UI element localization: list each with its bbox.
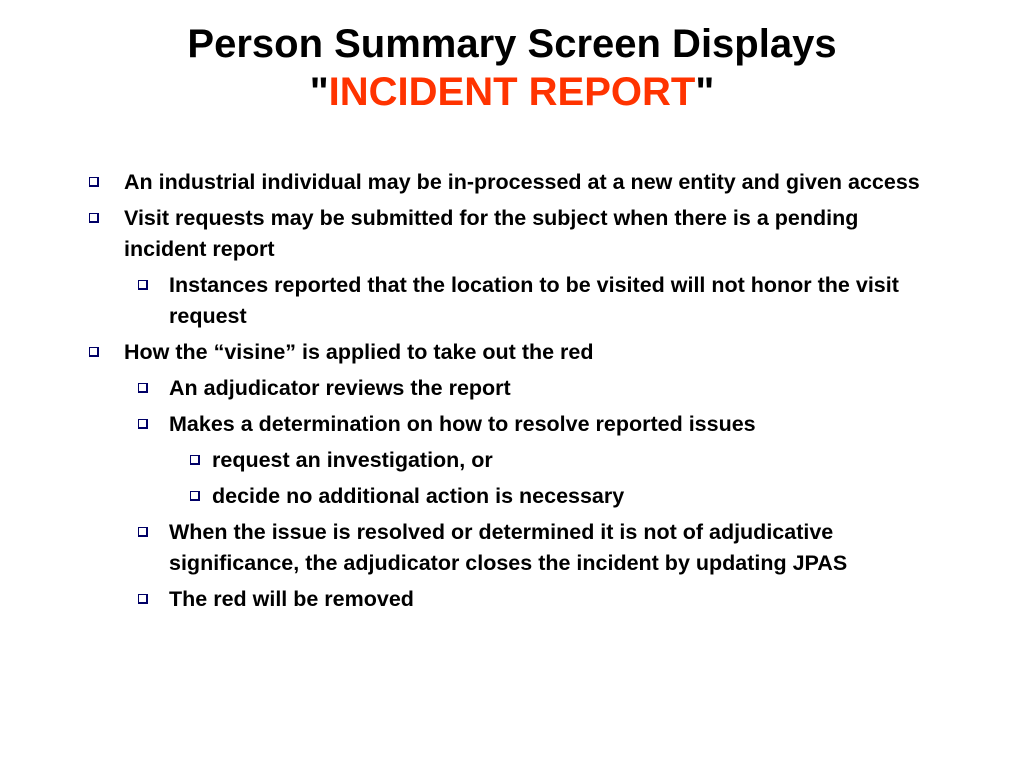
title-line-2 bbox=[0, 68, 1024, 116]
title-line-1: Person Summary Screen Displays bbox=[187, 22, 837, 66]
sub-bullet-item bbox=[0, 409, 939, 440]
bullet-text: Visit requests may be submitted for the subject when there is a pending incident report bbox=[124, 206, 859, 261]
hollow-square-bullet-icon bbox=[138, 419, 148, 429]
bullet-item bbox=[0, 337, 924, 368]
hollow-square-bullet-icon bbox=[89, 213, 99, 223]
hollow-square-bullet-icon bbox=[138, 527, 148, 537]
hollow-square-bullet-icon bbox=[138, 383, 148, 393]
title-open-quote: " bbox=[309, 70, 329, 114]
hollow-square-bullet-icon bbox=[89, 177, 99, 187]
bullet-text: Makes a determination on how to resolve reported issues bbox=[169, 412, 756, 436]
bullet-text: decide no additional action is necessary bbox=[212, 484, 625, 508]
bullet-text: The red will be removed bbox=[169, 587, 414, 611]
bullet-text: An industrial individual may be in-processed at a new entity and given access bbox=[124, 170, 920, 194]
bullet-text: When the issue is resolved or determined it is not of adjudicative significance, the adjudicator closes the incident by updating JPAS bbox=[169, 520, 848, 575]
bullet-text: How the “visine” is applied to take out the red bbox=[124, 340, 594, 364]
hollow-square-bullet-icon bbox=[190, 455, 200, 465]
sub-bullet-item bbox=[0, 584, 939, 615]
bullet-item bbox=[0, 167, 924, 198]
hollow-square-bullet-icon bbox=[138, 594, 148, 604]
sub-bullet-item bbox=[0, 373, 939, 404]
bullet-text: Instances reported that the location to be visited will not honor the visit request bbox=[169, 273, 899, 328]
sub-bullet-item bbox=[0, 517, 939, 579]
sub-bullet-item bbox=[0, 270, 939, 332]
sub-sub-bullet-item bbox=[0, 445, 912, 476]
hollow-square-bullet-icon bbox=[138, 280, 148, 290]
title-close-quote: " bbox=[695, 70, 715, 114]
bullet-text: An adjudicator reviews the report bbox=[169, 376, 511, 400]
bullet-text: request an investigation, or bbox=[212, 448, 493, 472]
hollow-square-bullet-icon bbox=[89, 347, 99, 357]
sub-sub-bullet-item bbox=[0, 481, 912, 512]
title-accent-text: INCIDENT REPORT bbox=[328, 70, 696, 114]
slide-title bbox=[0, 20, 1024, 116]
hollow-square-bullet-icon bbox=[190, 491, 200, 501]
bullet-item bbox=[0, 203, 924, 265]
bullet-list bbox=[0, 167, 1024, 620]
